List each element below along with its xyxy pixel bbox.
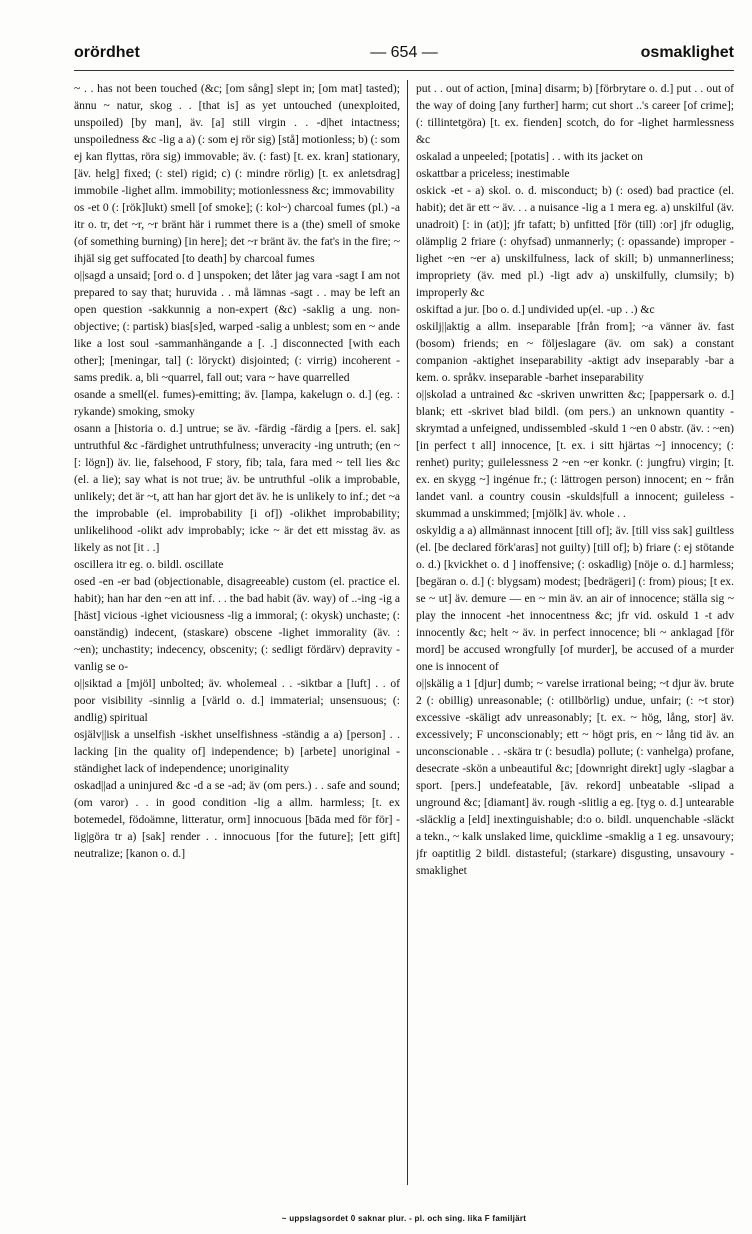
dictionary-entry: os -et 0 (: [rök]lukt) smell [of smoke]; (: kol~) charcoal fumes (pl.) -a itr o. tr, det ~r, ~r bränt här i rummet there is a (the) smell of smoke (of something burning) [in here]; det ~r bränt äv. the fat's in the fire; ~ ihjäl sig get suffocated [to death] by charcoal fumes [74,201,400,265]
dictionary-entry: oskilj||aktig a allm. inseparable [från from]; ~a vänner äv. fast (bosom) friends; en ~ följeslagare (äv. om sak) a constant companion -aktighet inseparability -aktigt adv inseparably -bar a kem. o. språkv. inseparable -barhet inseparability [416,320,734,384]
dictionary-entry: osann a [historia o. d.] untrue; se äv. -färdig -färdig a [pers. el. sak] untruthful &c -färdighet untruthfulness; unveracity -ing untruth; (en ~ [: lögn]) äv. lie, falsehood, F story, fib; tala, fara med ~ tell lies &c (el. a lie); say what is not true; äv. be untruthful -olik a improbable, unlikely; det är ~t, att han har gjort det äv. he is unlikely to inf.; det ~a the improbable (el. improbability [i of]) -olikhet improbability; unlikelihood -olikt adv improbably; icke ~ är det ett misstag äv. as likely as not [it . .] [74,422,400,554]
dictionary-entry: oskalad a unpeeled; [potatis] . . with its jacket on [416,150,643,163]
dictionary-entry: osjälv||isk a unselfish -iskhet unselfishness -ständig a a) [person] . . lacking [in the quality of] independence; b) [arbete] unoriginal -ständighet lack of independence; unoriginality [74,728,400,775]
header-first-word: orördhet [74,44,140,61]
page-number: — 654 — [370,44,438,61]
dictionary-entry: o||siktad a [mjöl] unbolted; äv. wholemeal . . -siktbar a [luft] . . of poor visibility -sinnlig a [värld o. d.] immaterial; unsensuous; (: andlig) spiritual [74,677,400,724]
header-rule [74,70,734,71]
dictionary-entry: ~ . . has not been touched (&c; [om sång] slept in; [om mat] tasted); ännu ~ natur, skog . . [that is] as yet untouched (unexploited, unspoiled) [by man], äv. [a] still virgin . . -d|het intactness; unspoiledness &c -lig a a) (: som ej rör sig) [stå] motionless; b) (: som ej kan flyttas, röra sig) immovable; äv. (: fast) [t. ex. kran] stationary, [äv. helg] fixed; (: stel) rigid; c) (: mindre rörlig) [t. ex anletsdrag] immobile -lighet allm. immobility; motionlessness &c; immovability [74,82,400,197]
dictionary-entry: oskattbar a priceless; inestimable [416,167,570,180]
dictionary-entry: oskick -et - a) skol. o. d. misconduct; b) (: osed) bad practice (el. habit); det är ett ~ äv. . . a nuisance -lig a 1 mera eg. a) unskilful (äv. unadroit) [: in (at)]; jfr tafatt; b) unfitted [för (till) :or] jfr oduglig, olämplig 2 friare (: ohyfsad) unmannerly; (: opassande) improper -lighet ~en ~er a) unskilfulness, lack of skill; b) unmannerliness; impropriety (äv. med pl.) -ligt adv a) unskilfully, clumsily; b) improperly &c [416,184,734,299]
right-column [416,80,734,1190]
header-last-word: osmaklighet [640,44,734,61]
dictionary-entry: o||skolad a untrained &c -skriven unwritten &c; [pappersark o. d.] blank; ett -skrivet blad bildl. (om pers.) an unknown quantity -skrymtad a unfeigned, undissembled -skuld 1 ~en 0 abstr. (äv. : ~en) [in perfect t all] innocence, [t. ex. i sitt hjärtas ~] innocency; (: renhet) purity; guilelessness 2 ~en ~er konkr. (: jungfru) virgin; [t. ex. en skygg ~] ingénue fr.; (: lättrogen person) innocent; en ~ från landet vanl. a country cousin -skulds|full a innocent; guileless -skummad a unskimmed; [mjölk] äv. whole . . [416,388,734,520]
column-divider [407,80,408,1185]
dictionary-entry: oskiftad a jur. [bo o. d.] undivided up(el. -up . .) &c [416,303,655,316]
dictionary-entry: o||skälig a 1 [djur] dumb; ~ varelse irrational being; ~t djur äv. brute 2 (: obillig) unreasonable; (: otillbörlig) undue, unfair; (: ~t stor) excessive -skäligt adv unreasonably; [t. ex. ~ hög, lång, stor] äv. excessively; F unconscionably; ett ~ högt pris, en ~ lång tid äv. an unconscionable . . -skära tr (: besudla) pollute; (: vanhelga) profane, desecrate -skön a unbeautiful &c; [downright direkt] ugly -slagbar a sport. [pers.] undefeatable, [äv. rekord] unbeatable -slipad a unground &c; [diamant] äv. rough -slitlig a eg. [tyg o. d.] untearable -släcklig a [eld] inextinguishable; d:o o. bildl. unquenchable -släckt a tekn., ~ kalk unslaked lime, quicklime -smaklig a 1 eg. unsavoury; jfr oaptitlig 2 bildl. distasteful; (starkare) disgusting, unsavoury -smaklighet [416,677,734,877]
page-header [74,40,734,66]
dictionary-entry: oskad||ad a uninjured &c -d a se -ad; äv (om pers.) . . safe and sound; (om varor) . . in good condition -lig a allm. harmless; [t. ex botemedel, födoämne, litteratur, orm] innocuous [bāda med för för] -lig|göra tr a) [sak] render . . innocuous [for the future]; [ett gift] neutralize; [kanon o. d.] [74,779,400,860]
dictionary-entry: oscillera itr eg. o. bildl. oscillate [74,558,224,571]
left-column [74,80,400,1190]
legend-footer: ~ uppslagsordet 0 saknar plur. - pl. och sing. lika F familjärt [281,1214,527,1223]
dictionary-entry: oskyldig a a) allmännast innocent [till of]; äv. [till viss sak] guiltless (el. [be declared förk'aras] not guilty) [till of]; b) friare (: ej stötande o. d.) [kvickhet o. d ] inoffensive; (: oskadlig) [nöje o. d.] harmless; [begäran o. d.] (: blygsam) modest; [bedrägeri] (: from) pious; [t ex. se ~ ut] äv. demure — en ~ min äv. an air of innocence; ställa sig ~ play the innocent -het innocentness &c; jfr vid. oskuld 1 -t adv innocently &c; helt ~ äv. in perfect innocence; bli ~ anklagad [för mord] be accused wrongfully [of murder], be accused of a murder one is innocent of [416,524,734,673]
dictionary-entry: osande a smell(el. fumes)-emitting; äv. [lampa, kakelugn o. d.] (eg. : rykande) smoking, smoky [74,388,400,418]
dictionary-entry: osed -en -er bad (objectionable, disagreeable) custom (el. practice el. habit); han har den ~en att inf. . . the bad habit (äv. way) of ..-ing -ig a [häst] vicious -ighet viciousness -lig a immoral; (: okysk) unchaste; (: oanständig) indecent, (staskare) obscene -lighet immorality (äv. : ~en); unchastity; indecency, obscenity; (: sedligt fördärv) depravity -vanlig se o- [74,575,400,673]
dictionary-entry: o||sagd a unsaid; [ord o. d ] unspoken; det låter jag vara -sagt I am not prepared to say that; huruvida . . må lämnas -sagt . . may be left an open question -sakkunnig a non-expert (&c) -saklig a ung. non-objective; (: partisk) bias[s]ed, warped -salig a unblest; som en ~ ande like a lost soul -sammanhängande a [. .] disconnected [with each other]; [meningar, tal] (: löryckt) disjointed; (: virrig) incoherent -sams predik. a, bli ~quarrel, fall out; vara ~ have quarrelled [74,269,400,384]
dictionary-entry: put . . out of action, [mina] disarm; b) [förbrytare o. d.] put . . out of the way of doing [any further] harm; cut short ..'s career [of crime]; (: tillintetgöra) [t. ex. fienden] scotch, do for -lighet harmlessness &c [416,82,734,146]
